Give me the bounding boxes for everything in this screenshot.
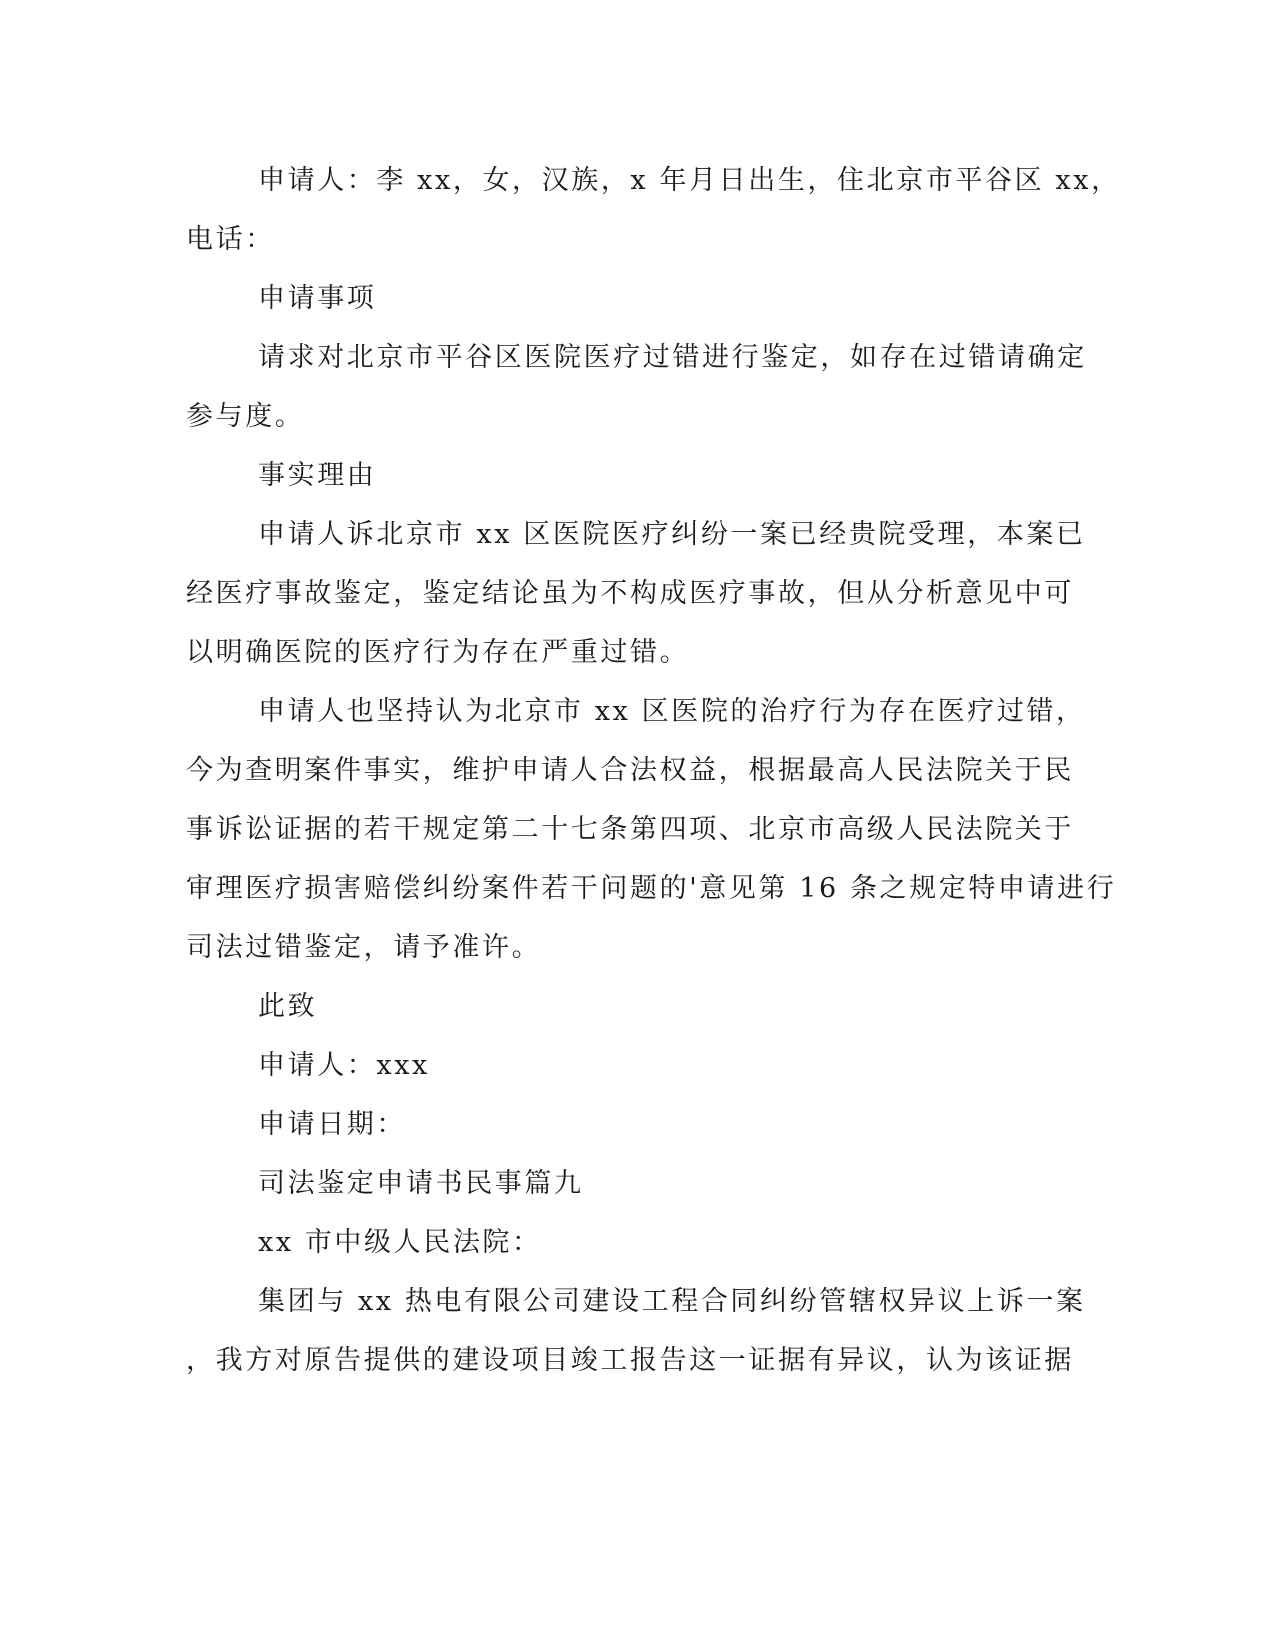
facts-paragraph-line: 经医疗事故鉴定，鉴定结论虽为不构成医疗事故，但从分析意见中可 (186, 578, 1074, 609)
facts-paragraph-line: 今为查明案件事实，维护申请人合法权益，根据最高人民法院关于民 (186, 755, 1074, 786)
facts-paragraph-line: 申请人诉北京市 xx 区医院医疗纠纷一案已经贵院受理，本案已 (258, 519, 1086, 550)
application-date-line: 申请日期： (258, 1109, 406, 1140)
facts-paragraph-line: 司法过错鉴定，请予准许。 (186, 932, 542, 963)
body-paragraph-line: 集团与 xx 热电有限公司建设工程合同纠纷管辖权异议上诉一案 (258, 1286, 1086, 1317)
facts-paragraph-line: 事诉讼证据的若干规定第二十七条第四项、北京市高级人民法院关于 (186, 814, 1074, 845)
closing-salutation: 此致 (258, 991, 318, 1022)
section-heading-request: 申请事项 (258, 283, 377, 314)
applicant-signature-line: 申请人：xxx (258, 1050, 430, 1081)
section-title: 司法鉴定申请书民事篇九 (258, 1168, 584, 1199)
facts-paragraph-line: 以明确医院的医疗行为存在严重过错。 (186, 637, 690, 668)
court-address-line: xx 市中级人民法院： (258, 1227, 542, 1258)
request-paragraph-line: 请求对北京市平谷区医院医疗过错进行鉴定，如存在过错请确定 (258, 342, 1087, 373)
body-paragraph-line: ，我方对原告提供的建设项目竣工报告这一证据有异议，认为该证据 (186, 1345, 1074, 1376)
facts-paragraph-line: 审理医疗损害赔偿纠纷案件若干问题的'意见第 16 条之规定特申请进行 (186, 873, 1117, 904)
facts-paragraph-line: 申请人也坚持认为北京市 xx 区医院的治疗行为存在医疗过错， (258, 696, 1086, 727)
section-heading-facts: 事实理由 (258, 460, 377, 491)
request-paragraph-line: 参与度。 (186, 401, 305, 432)
phone-line: 电话： (186, 224, 275, 255)
applicant-info-line: 申请人：李 xx，女，汉族，x 年月日出生，住北京市平谷区 xx， (258, 165, 1121, 196)
